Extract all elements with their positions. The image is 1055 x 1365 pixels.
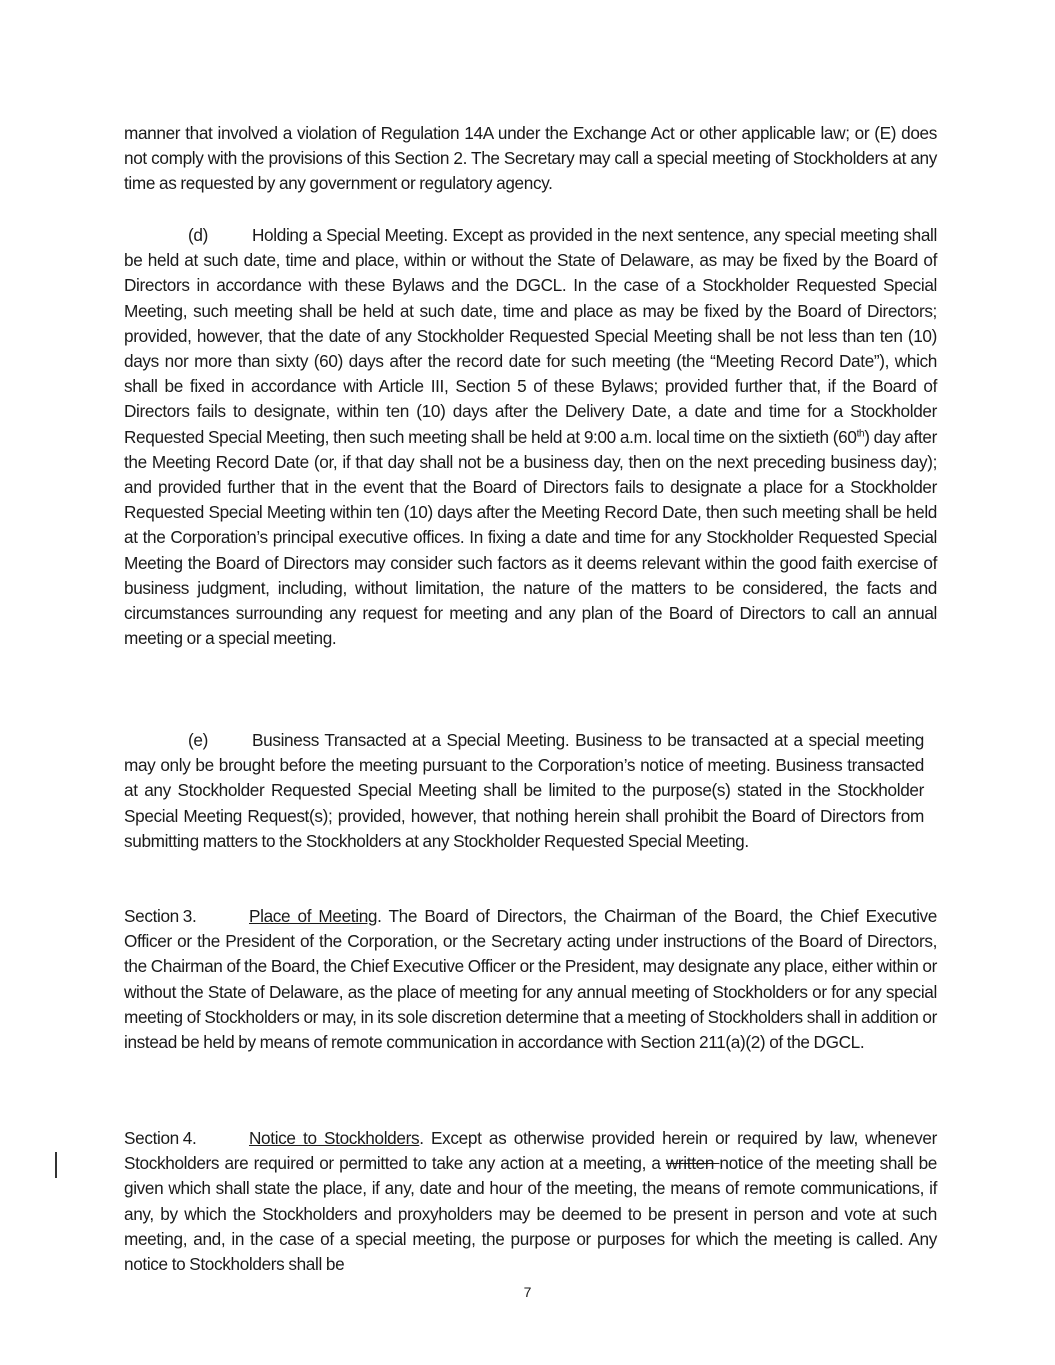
section-4	[124, 1126, 937, 1277]
paragraph-d	[124, 223, 937, 651]
section-3-label: Section 3.	[124, 906, 197, 926]
page-number: 7	[523, 1284, 532, 1300]
paragraph-d-text: Holding a Special Meeting. Except as provided in the next sentence, any special meeting shall be held at such date, time and place, within or without the State of Delaware, as may be fixed by the Board of Directors in accordance with these Bylaws and the DGCL. In the case of a Stockholder Requested Special Meeting, such meeting shall be held at such date, time and place as may be fixed by the Board of Directors; provided, however, that the date of any Stockholder Requested Special Meeting shall be not less than ten (10) days nor more than sixty (60) days after the record date for such meeting (the “Meeting Record Date”), which shall be fixed in accordance with Article III, Section 5 of these Bylaws; provided further that, if the Board of Directors fails to designate, within ten (10) days after the Delivery Date, a date and time for a Stockholder Requested Special Meeting, then such meeting shall be held at 9:00 a.m. local time on the sixtieth (60	[124, 225, 937, 447]
paragraph-e-label: (e)	[188, 730, 208, 750]
section-3	[124, 904, 937, 1055]
revision-change-bar	[55, 1152, 57, 1178]
paragraph-e-text: Business Transacted at a Special Meeting. Business to be transacted at a special meeting may only be brought before the meeting pursuant to the Corporation’s notice of meeting. Business transacted at any Stockholder Requested Special Meeting shall be limited to the purpose(s) stated in the Stockholder Special Meeting Request(s); provided, however, that nothing herein shall prohibit the Board of Directors from submitting matters to the Stockholders at any Stockholder Requested Special Meeting.	[124, 730, 924, 851]
paragraph-e	[124, 728, 924, 854]
continuation-paragraph: manner that involved a violation of Regulation 14A under the Exchange Act or other applicable law; or (E) does not comply with the provisions of this Section 2. The Secretary may call a special meeting of Stockholders at any time as requested by any government or regulatory agency.	[124, 123, 937, 194]
ordinal-superscript: th	[856, 427, 865, 439]
section-4-text-cont: notice of the meeting shall be given which shall state the place, if any, date and hour of the meeting, the means of remote communications, if any, by which the Stockholders and proxyholders may be deemed to be present in person and vote at such meeting, and, in the case of a special meeting, the purpose or purposes for which the meeting is called. Any notice to Stockholders shall be	[124, 1153, 937, 1275]
paragraph-d-label: (d)	[188, 225, 208, 245]
section-4-heading: Notice to Stockholders	[249, 1128, 420, 1148]
paragraph-d-text-cont: ) day after the Meeting Record Date (or, if that day shall not be a business day, then on the next preceding business day); and provided further that in the event that the Board of Directors fails to designate a place for a Stockholder Requested Special Meeting within ten (10) days after the Meeting Record Date, then such meeting shall be held at the Corporation’s principal executive offices. In fixing a date and time for any Stockholder Requested Special Meeting the Board of Directors may consider such factors as it deems relevant within the good faith exercise of business judgment, including, without limitation, the nature of the matters to be considered, the facts and circumstances surrounding any request for meeting and any plan of the Board of Directors to call an annual meeting or a special meeting.	[124, 426, 937, 649]
section-4-text: . Except as otherwise provided herein or required by law, whenever Stockholders are required or permitted to take any action at a meeting, a	[124, 1128, 937, 1174]
section-4-label: Section 4.	[124, 1128, 197, 1148]
section-3-text: . The Board of Directors, the Chairman of the Board, the Chief Executive Officer or the President of the Corporation, or the Secretary acting under instructions of the Board of Directors, the Chairman of the Board, the Chief Executive Officer or the President, may designate any place, either within or without the State of Delaware, as the place of meeting for any annual meeting of Stockholders or for any special meeting of Stockholders or may, in its sole discretion determine that a meeting of Stockholders shall in addition or instead be held by means of remote communication in accordance with Section 211(a)(2) of the DGCL.	[124, 906, 937, 1053]
section-3-heading: Place of Meeting	[249, 906, 378, 926]
struck-text-deletion: written	[665, 1153, 720, 1174]
